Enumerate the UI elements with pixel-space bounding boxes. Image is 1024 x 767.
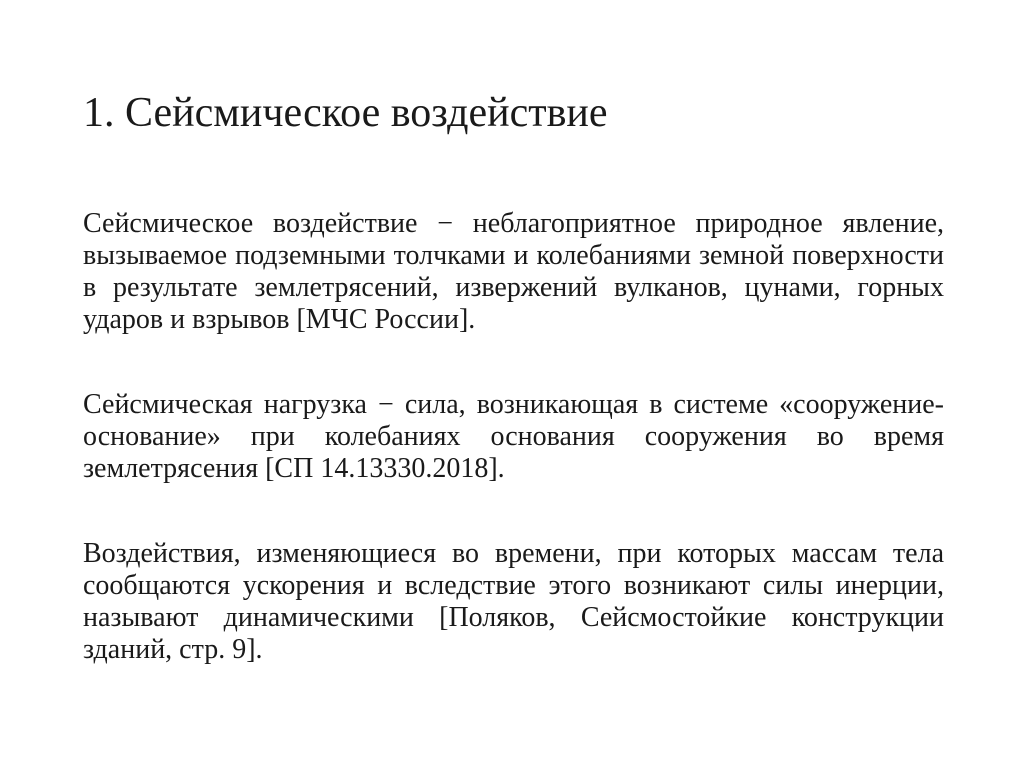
definition-seismic-impact: Сейсмическое воздействие − неблагоприятное природное явление, вызываемое подземными толчками и колебаниями земной поверхности в результате землетрясений, извержений вулканов, цунами, горных ударов и взрывов [МЧС России]. <box>83 208 944 335</box>
slide-title: 1. Сейсмическое воздействие <box>83 90 608 136</box>
definition-seismic-load: Сейсмическая нагрузка − сила, возникающая в системе «сооружение-основание» при колебаниях основания сооружения во время землетрясения [СП 14.13330.2018]. <box>83 389 944 484</box>
definition-dynamic-impacts: Воздействия, изменяющиеся во времени, при которых массам тела сообщаются ускорения и вследствие этого возникают силы инерции, называют динамическими [Поляков, Сейсмостойкие конструкции зданий, стр. 9]. <box>83 538 944 665</box>
slide-content <box>83 208 944 666</box>
